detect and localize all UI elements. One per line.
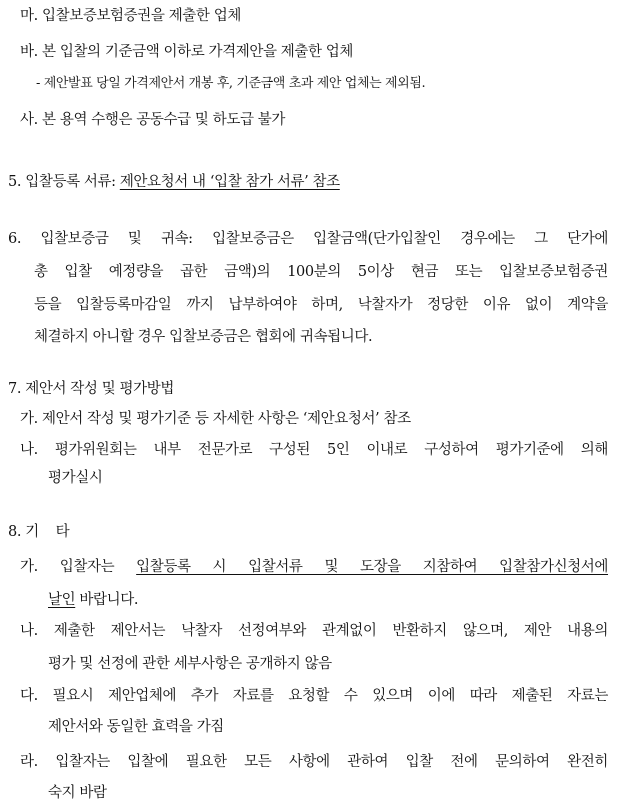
section-8-item-ga-cont [48,590,138,610]
item-ma: 마. 입찰보증보험증권을 제출한 업체 [20,8,241,24]
section-8-ga-prefix: 가. 입찰자는 [20,559,115,575]
section-6-line-1 [8,229,608,249]
section-6-line-3: 등을 입찰등록마감일 까지 납부하여야 하며, 낙찰자가 정당한 이유 없이 계약을 [34,297,608,313]
section-6-line-4: 체결하지 아니할 경우 입찰보증금은 협회에 귀속됩니다. [34,329,373,345]
section-8-ga-instruction: 입찰등록 시 입찰서류 및 도장을 지참하여 입찰참가신청서에 [136,559,609,575]
item-ba-note: - 제안발표 당일 가격제안서 개봉 후, 기준금액 초과 제안 업체는 제외됨. [36,76,426,91]
section-8-item-na-cont: 평가 및 선정에 관한 세부사항은 공개하지 않음 [48,656,332,672]
section-8-heading: 8. 기 타 [8,524,70,540]
item-ba: 바. 본 입찰의 기준금액 이하로 가격제안을 제출한 업체 [20,44,354,60]
section-7-item-ga: 가. 제안서 작성 및 평가기준 등 자세한 사항은 ‘제안요청서’ 참조 [20,411,411,427]
section-8-item-na: 나. 제출한 제안서는 낙찰자 선정여부와 관계없이 반환하지 않으며, 제안 내용의 [20,623,608,639]
section-8-item-da: 다. 필요시 제안업체에 추가 자료를 요청할 수 있으며 이에 따라 제출된 자료는 [20,688,608,704]
section-8-item-ga [20,557,608,577]
section-8-item-ra-cont: 숙지 바람 [48,785,107,801]
section-8-ga-rest: 바랍니다. [75,592,139,608]
section-7-item-na-cont: 평가실시 [48,470,103,486]
section-5-reference: 제안요청서 내 ‘입찰 참가 서류’ 참조 [119,174,340,190]
section-6-line-2: 총 입찰 예정량을 곱한 금액)의 100분의 5이상 현금 또는 입찰보증보험증권 [34,264,608,280]
section-7-heading: 7. 제안서 작성 및 평가방법 [8,381,174,397]
section-8-ga-seal: 날인 [48,592,76,608]
section-6-text-1: 입찰보증금은 입찰금액(단가입찰인 경우에는 그 단가에 [212,231,608,247]
item-sa: 사. 본 용역 수행은 공동수급 및 하도급 불가 [20,112,285,128]
section-5 [8,172,340,192]
section-7-item-na: 나. 평가위원회는 내부 전문가로 구성된 5인 이내로 구성하여 평가기준에 의해 [20,442,608,458]
section-8-item-da-cont: 제안서와 동일한 효력을 가짐 [48,719,224,735]
section-5-heading: 5. 입찰등록 서류: [8,174,116,190]
section-6-heading: 6. 입찰보증금 및 귀속: [8,231,193,247]
section-8-item-ra: 라. 입찰자는 입찰에 필요한 모든 사항에 관하여 입찰 전에 문의하여 완전히 [20,754,608,770]
